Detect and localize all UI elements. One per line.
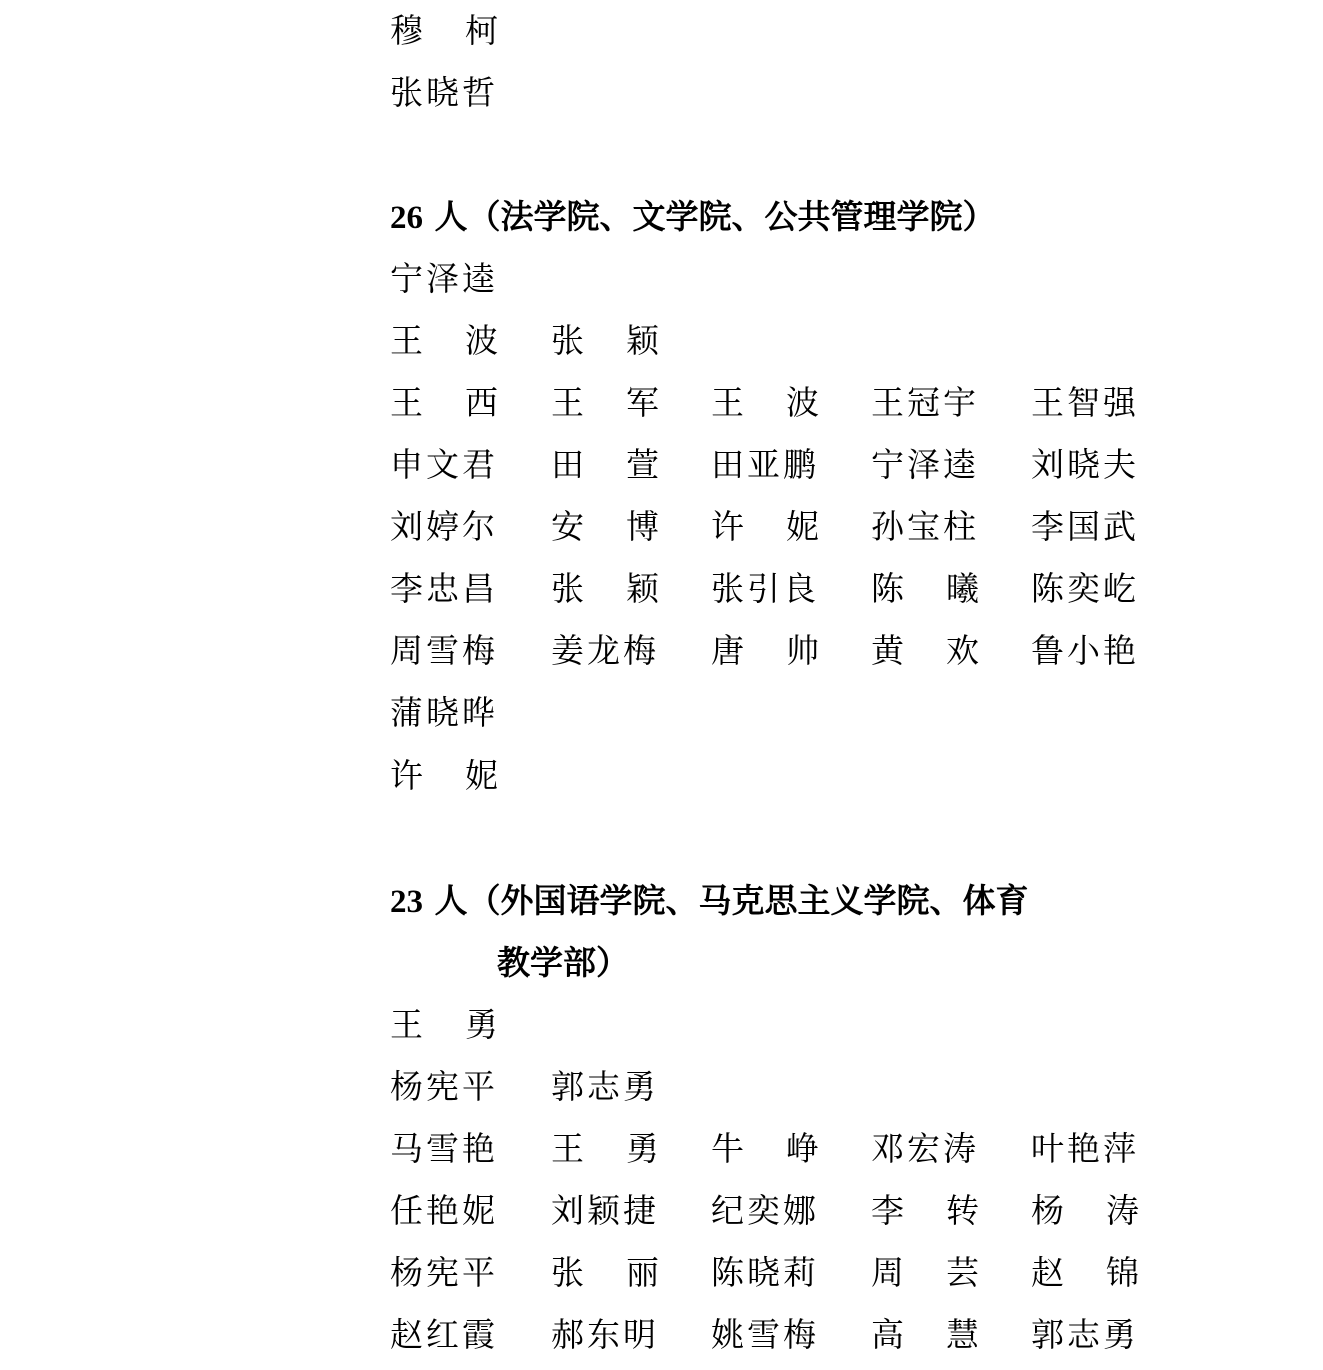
person-name: 姜龙梅: [551, 631, 659, 670]
person-name: 鲁小艳: [1031, 631, 1139, 670]
person-name: 高慧: [871, 1315, 979, 1354]
person-name: 陈奕屹: [1031, 569, 1139, 608]
person-name: 刘晓夫: [1031, 445, 1139, 484]
person-name: 李转: [871, 1191, 979, 1230]
person-name: 张引良: [711, 569, 819, 608]
person-name: 陈晓莉: [711, 1253, 819, 1292]
person-name: 穆柯: [390, 11, 498, 50]
person-name: 张丽: [551, 1253, 659, 1292]
person-name: 唐帅: [711, 631, 819, 670]
person-name: 张颖: [551, 321, 659, 360]
person-name: 周雪梅: [390, 631, 498, 670]
person-name: 郝东明: [551, 1315, 659, 1354]
person-name: 赵红霞: [390, 1315, 498, 1354]
person-name: 许妮: [711, 507, 819, 546]
person-name: 安博: [551, 507, 659, 546]
person-name: 申文君: [390, 445, 498, 484]
person-name: 王西: [390, 383, 498, 422]
person-name: 许妮: [390, 756, 498, 795]
person-name: 姚雪梅: [711, 1315, 819, 1354]
person-name: 刘婷尔: [390, 507, 498, 546]
person-name: 纪奕娜: [711, 1191, 819, 1230]
person-name: 郭志勇: [551, 1067, 659, 1106]
person-name: 叶艳萍: [1031, 1129, 1139, 1168]
person-name: 王勇: [390, 1005, 498, 1044]
delegation-summary: [390, 186, 996, 249]
person-name: 马雪艳: [390, 1129, 498, 1168]
person-name: 杨宪平: [390, 1253, 498, 1292]
person-name: 田亚鹏: [711, 445, 819, 484]
person-name: 牛峥: [711, 1129, 819, 1168]
count-suffix: 人: [423, 881, 468, 920]
person-name: 王波: [711, 383, 819, 422]
person-name: 王勇: [551, 1129, 659, 1168]
person-name: 宁泽逵: [390, 259, 498, 298]
delegation-summary: [390, 870, 1029, 933]
person-name: 张颖: [551, 569, 659, 608]
person-name: 孙宝柱: [871, 507, 979, 546]
person-name: 李国武: [1031, 507, 1139, 546]
person-name: 蒲晓晔: [390, 693, 498, 732]
person-name: 李忠昌: [390, 569, 498, 608]
count-suffix: 人: [423, 197, 468, 236]
person-name: 陈曦: [871, 569, 979, 608]
person-name: 周芸: [871, 1253, 979, 1292]
person-name: 刘颖捷: [551, 1191, 659, 1230]
delegation-scope: （外国语学院、马克思主义学院、体育: [467, 881, 1029, 920]
person-name: 邓宏涛: [871, 1129, 979, 1168]
person-name: 郭志勇: [1031, 1315, 1139, 1354]
delegation-scope-continued: 教学部）: [497, 943, 629, 982]
delegate-count: 26: [390, 200, 423, 236]
person-name: 张晓哲: [390, 73, 498, 112]
person-name: 宁泽逵: [871, 445, 979, 484]
person-name: 王军: [551, 383, 659, 422]
delegation-scope: （法学院、文学院、公共管理学院）: [467, 197, 996, 236]
person-name: 田萱: [551, 445, 659, 484]
person-name: 杨涛: [1031, 1191, 1139, 1230]
person-name: 赵锦: [1031, 1253, 1139, 1292]
person-name: 王冠宇: [871, 383, 979, 422]
person-name: 任艳妮: [390, 1191, 498, 1230]
person-name: 王波: [390, 321, 498, 360]
person-name: 黄欢: [871, 631, 979, 670]
delegate-count: 23: [390, 884, 423, 920]
person-name: 杨宪平: [390, 1067, 498, 1106]
person-name: 王智强: [1031, 383, 1139, 422]
